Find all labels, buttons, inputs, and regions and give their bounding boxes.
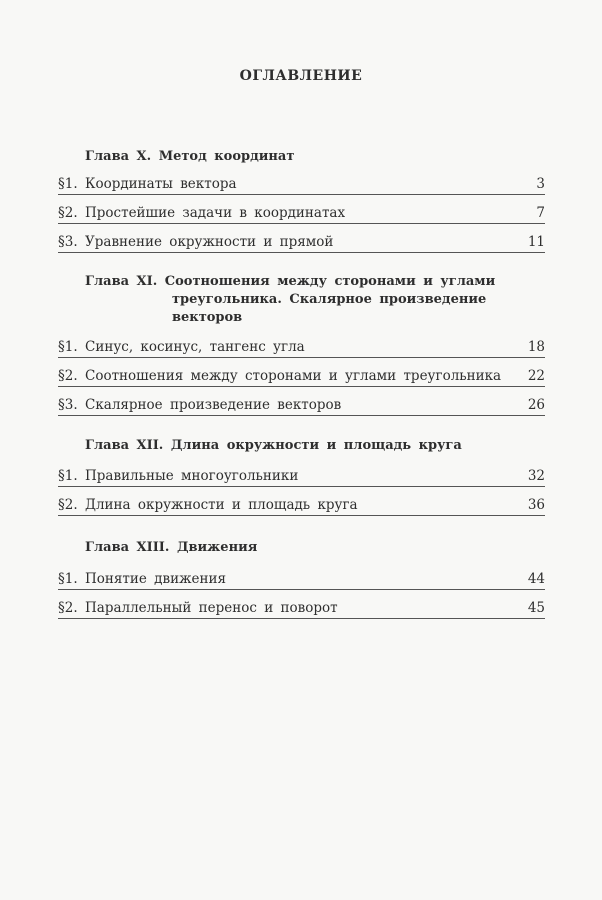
toc-entry[interactable]: §1. Правильные многоугольники 32 (58, 466, 545, 487)
page-title: ОГЛАВЛЕНИЕ (239, 68, 363, 84)
toc-entry[interactable]: §2. Простейшие задачи в координатах 7 (58, 203, 545, 224)
toc-entry[interactable]: §1. Синус, косинус, тангенс угла 18 (58, 337, 545, 358)
chapter-heading: Глава XI. Соотношения между сторонами и углами треугольника. Скалярное произведение векторов (85, 274, 496, 325)
toc-entry[interactable]: §1. Координаты вектора 3 (58, 174, 545, 195)
chapter-heading: Глава XII. Длина окружности и площадь круга (85, 438, 462, 453)
chapter-heading: Глава XIII. Движения (85, 540, 258, 555)
toc-entry[interactable]: §2. Параллельный перенос и поворот 45 (58, 598, 545, 619)
toc-entry[interactable]: §1. Понятие движения 44 (58, 569, 545, 590)
toc-entry[interactable]: §2. Длина окружности и площадь круга 36 (58, 495, 545, 516)
toc-entry[interactable]: §3. Уравнение окружности и прямой 11 (58, 232, 545, 253)
toc-entry[interactable]: §2. Соотношения между сторонами и углами треугольника 22 (58, 366, 545, 387)
chapter-heading: Глава X. Метод координат (85, 149, 295, 164)
toc-entry[interactable]: §3. Скалярное произведение векторов 26 (58, 395, 545, 416)
